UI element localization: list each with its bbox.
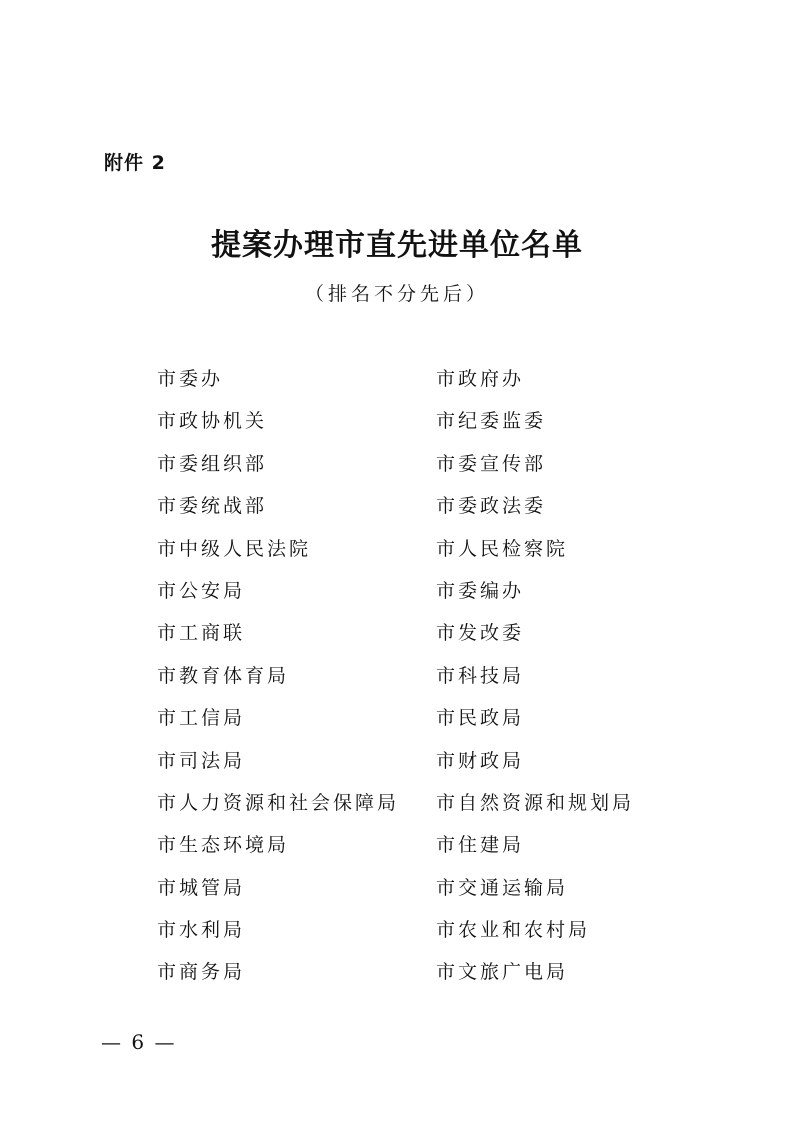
- list-item: 市财政局: [436, 749, 525, 772]
- list-item: 市自然资源和规划局: [436, 791, 635, 814]
- list-item: 市工信局: [157, 707, 246, 730]
- list-item: 市教育体育局: [157, 664, 290, 687]
- list-item: 市文旅广电局: [436, 961, 569, 984]
- list-item: 市交通运输局: [436, 876, 569, 899]
- list-item: 市人民检察院: [436, 537, 569, 560]
- list-item: 市人力资源和社会保障局: [157, 791, 400, 814]
- list-item: 市政府办: [436, 368, 525, 390]
- list-item: 市委宣传部: [436, 452, 547, 475]
- list-item: 市公安局: [157, 579, 246, 602]
- list-item: 市住建局: [436, 834, 525, 857]
- list-item: 市生态环境局: [157, 834, 290, 857]
- document-subtitle: （排名不分先后）: [304, 283, 489, 305]
- unit-list-right: [436, 364, 634, 1000]
- list-item: 市商务局: [157, 961, 246, 984]
- page-number: — 6 —: [101, 1030, 177, 1054]
- list-item: 市城管局: [157, 876, 246, 899]
- list-item: 市纪委监委: [436, 410, 547, 433]
- list-item: 市委政法委: [436, 495, 547, 518]
- list-item: 市民政局: [436, 707, 525, 730]
- list-item: 市发改委: [436, 622, 525, 645]
- list-item: 市委编办: [436, 579, 525, 602]
- list-item: 市农业和农村局: [436, 919, 591, 942]
- list-item: 市委组织部: [157, 452, 268, 475]
- list-item: 市司法局: [157, 749, 246, 772]
- list-item: 市科技局: [436, 664, 525, 687]
- list-item: 市水利局: [157, 919, 246, 942]
- document-title: 提案办理市直先进单位名单: [211, 228, 583, 263]
- unit-list-left: [157, 364, 399, 1000]
- list-item: 市中级人民法院: [157, 537, 312, 560]
- list-item: 市委办: [157, 368, 224, 390]
- list-item: 市工商联: [157, 622, 246, 645]
- list-item: 市委统战部: [157, 495, 268, 518]
- list-item: 市政协机关: [157, 410, 268, 433]
- attachment-label: 附件 2: [104, 152, 166, 174]
